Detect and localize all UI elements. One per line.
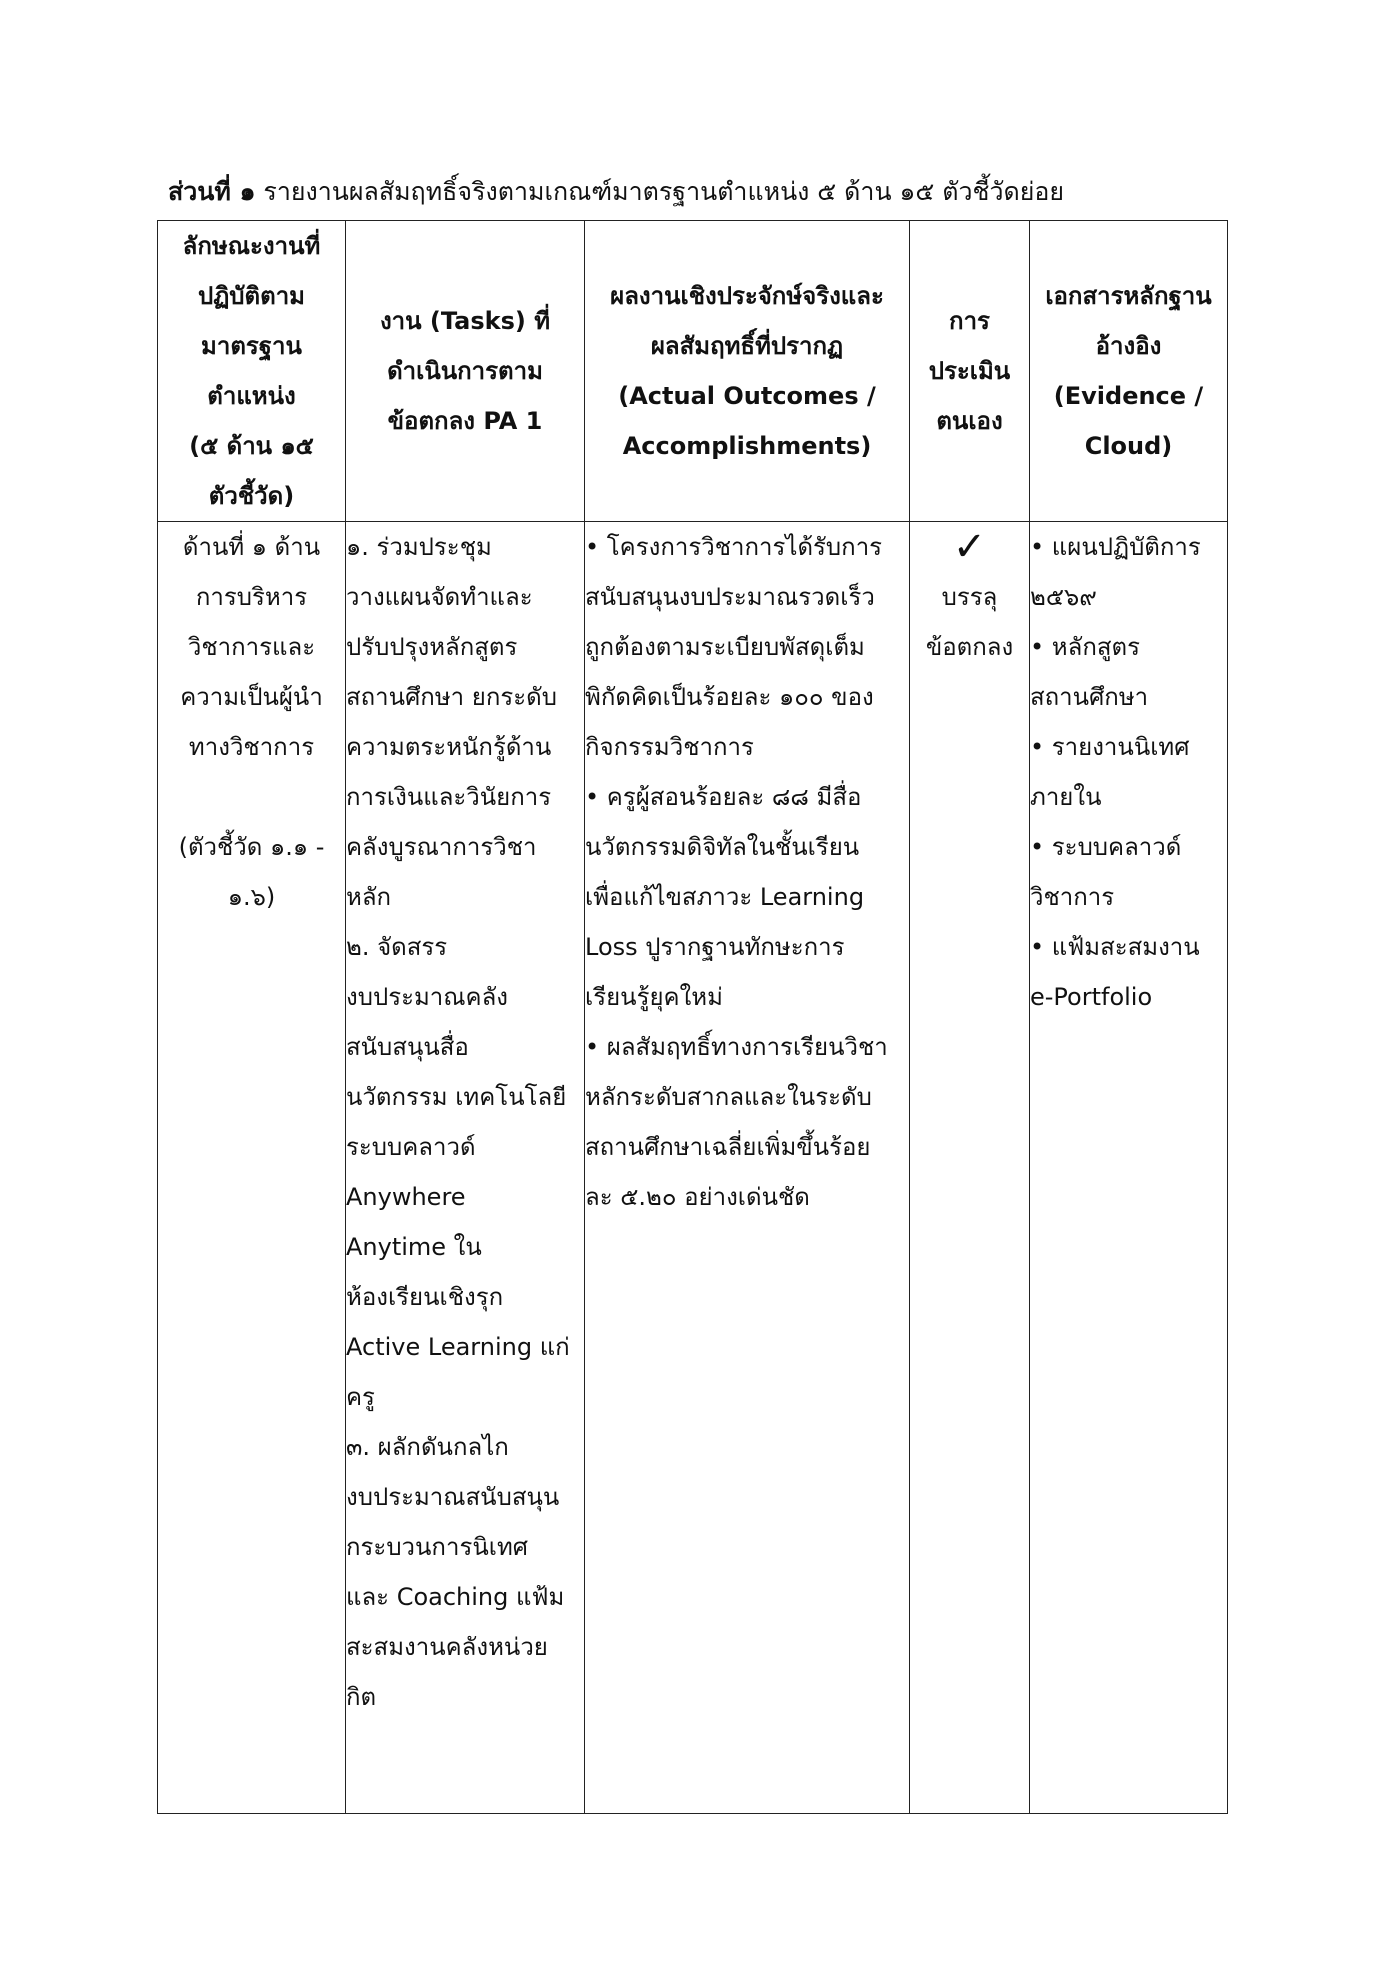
header-tasks: งาน (Tasks) ที่ ดำเนินการตาม ข้อตกลง PA 1 (346, 221, 585, 522)
outcomes-cell: • โครงการวิชาการได้รับการ สนับสนุนงบประมาณรวดเร็ว ถูกต้องตามระเบียบพัสดุเต็ม พิกัดคิดเป็นร้อยละ ๑๐๐ ของ กิจกรรมวิชาการ • ครูผู้สอนร้อยละ ๘๘ มีสื่อ นวัตกรรมดิจิทัลในชั้นเรียน เพื่อแก้ไขสภาวะ Learning Loss ปูรากฐานทักษะการ เรียนรู้ยุคใหม่ • ผลสัมฤทธิ์ทางการเรียนวิชา หลักระดับสากลและในระดับ สถานศึกษาเฉลี่ยเพิ่มขึ้นร้อย ละ ๕.๒๐ อย่างเด่นชัด (585, 522, 910, 1814)
section-title: รายงานผลสัมฤทธิ์จริงตามเกณฑ์มาตรฐานตำแหน่ง ๕ ด้าน ๑๕ ตัวชี้วัดย่อย (255, 177, 1065, 206)
evidence-cell: • แผนปฏิบัติการ ๒๕๖๙ • หลักสูตร สถานศึกษา • รายงานนิเทศ ภายใน • ระบบคลาวด์ วิชาการ • แฟ้มสะสมงาน e-Portfolio (1030, 522, 1228, 1814)
tasks-cell: ๑. ร่วมประชุม วางแผนจัดทำและ ปรับปรุงหลักสูตร สถานศึกษา ยกระดับ ความตระหนักรู้ด้าน การเงินและวินัยการ คลังบูรณาการวิชา หลัก ๒. จัดสรร งบประมาณคลัง สนับสนุนสื่อ นวัตกรรม เทคโนโลยี ระบบคลาวด์ Anywhere Anytime ใน ห้องเรียนเชิงรุก Active Learning แก่ ครู ๓. ผลักดันกลไก งบประมาณสนับสนุน กระบวนการนิเทศ และ Coaching แฟ้ม สะสมงานคลังหน่วย กิต (346, 522, 585, 1814)
standard-cell: ด้านที่ ๑ ด้าน การบริหาร วิชาการและ ความเป็นผู้นำ ทางวิชาการ (ตัวชี้วัด ๑.๑ - ๑.๖) (158, 522, 346, 1814)
table-row (158, 522, 1228, 1814)
header-standard: ลักษณะงานที่ ปฏิบัติตาม มาตรฐาน ตำแหน่ง (๕ ด้าน ๑๕ ตัวชี้วัด) (158, 221, 346, 522)
section-heading (168, 172, 1268, 212)
header-outcomes: ผลงานเชิงประจักษ์จริงและ ผลสัมฤทธิ์ที่ปรากฏ (Actual Outcomes / Accomplishments) (585, 221, 910, 522)
self-assessment-cell (910, 522, 1030, 1814)
header-evidence: เอกสารหลักฐาน อ้างอิง (Evidence / Cloud) (1030, 221, 1228, 522)
section-number: ส่วนที่ ๑ (168, 177, 256, 206)
header-self-assessment: การ ประเมิน ตนเอง (910, 221, 1030, 522)
assessment-result: บรรลุ ข้อตกลง (925, 583, 1014, 661)
report-table (157, 220, 1228, 1814)
check-mark-icon: ✓ (952, 524, 987, 570)
table-header-row (158, 221, 1228, 522)
